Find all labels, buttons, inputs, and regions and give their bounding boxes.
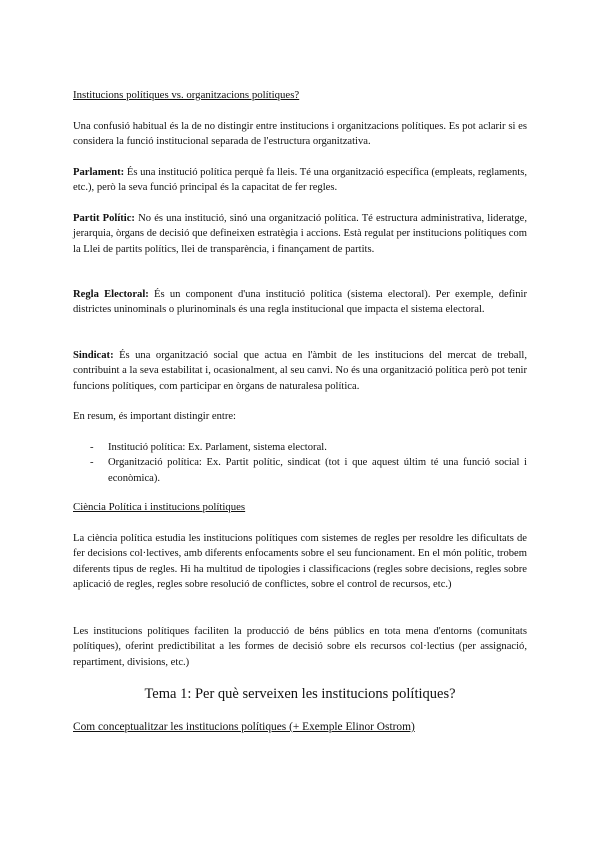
paragraph-regla-electoral [73, 287, 527, 318]
paragraph-parlament [73, 165, 527, 196]
distinction-list [90, 440, 527, 486]
term-regla-electoral: Regla Electoral: [73, 289, 149, 300]
section-heading-institucions-vs-organitzacions: Institucions polítiques vs. organitzacions polítiques? [73, 89, 300, 101]
text-regla-electoral: És un component d'una institució política (sistema electoral). Per exemple, definir districtes uninominals o plurinominals és una regla institucional que impacta el sistema electoral. [73, 289, 528, 316]
term-partit-politic: Partit Polític: [73, 213, 135, 224]
paragraph-resum: En resum, és important distingir entre: [73, 411, 236, 422]
paragraph-partit-politic [73, 211, 527, 257]
text-partit-politic: No és una institució, sinó una organització política. Té estructura administrativa, lideratge, jerarquia, òrgans de decisió que defineixen estratègia i accions. Està regulat per institucions polítiques com la Llei de partits polítics, llei de transparència, i finançament de partits. [73, 213, 527, 255]
section-heading-ciencia-politica: Ciència Política i institucions polítiques [73, 501, 246, 513]
paragraph-institucions-politiques: Les institucions polítiques faciliten la producció de béns públics en tota mena d'entorns (comunitats polítiques), oferint predictibilitat a les formes de decisió sobre els recursos col·lectius (per assignació, repartiment, divisions, etc.) [73, 626, 527, 668]
list-item-text: Organització política: Ex. Partit polític, sindicat (tot i que aquest últim té una funció social i econòmica). [108, 457, 527, 484]
dash-bullet: - [90, 442, 94, 453]
text-sindicat: És una organització social que actua en l'àmbit de les institucions del mercat de treball, contribuint a la seva estabilitat i, ocasionalment, al seu canvi. No és una organització política però pot tenir funcions polítiques, com participar en òrgans de naturalesa política. [73, 350, 527, 392]
tema-title: Tema 1: Per què serveixen les institucions polítiques? [144, 686, 456, 702]
term-sindicat: Sindicat: [73, 350, 114, 361]
list-item [90, 440, 527, 455]
section-heading-conceptualitzar: Com conceptualitzar les institucions polítiques (+ Exemple Elinor Ostrom) [73, 721, 415, 733]
list-item-text: Institució política: Ex. Parlament, sistema electoral. [108, 442, 327, 453]
text-parlament: És una institució política perquè fa lleis. Té una organització específica (empleats, reglaments, etc.), però la seva funció principal és la capacitat de fer regles. [73, 167, 527, 194]
paragraph-intro: Una confusió habitual és la de no distingir entre institucions i organitzacions polítiques. Es pot aclarir si es considera la funció institucional separada de l'estructura organitzativa. [73, 121, 527, 148]
term-parlament: Parlament: [73, 167, 125, 178]
dash-bullet: - [90, 457, 94, 469]
paragraph-sindicat [73, 348, 527, 394]
paragraph-ciencia-politica: La ciència política estudia les institucions polítiques com sistemes de regles per resoldre les dificultats de fer decisions col·lectives, amb diferents enfocaments sobre el seu funcionament. En el món polític, trobem diferents tipus de regles. Hi ha multitud de tipologies i classificacions (regles sobre decisions, regles sobre aplicació de regles, regles sobre resolució de conflictes, sobre el control de recursos, etc.) [73, 533, 527, 591]
list-item [90, 455, 527, 486]
